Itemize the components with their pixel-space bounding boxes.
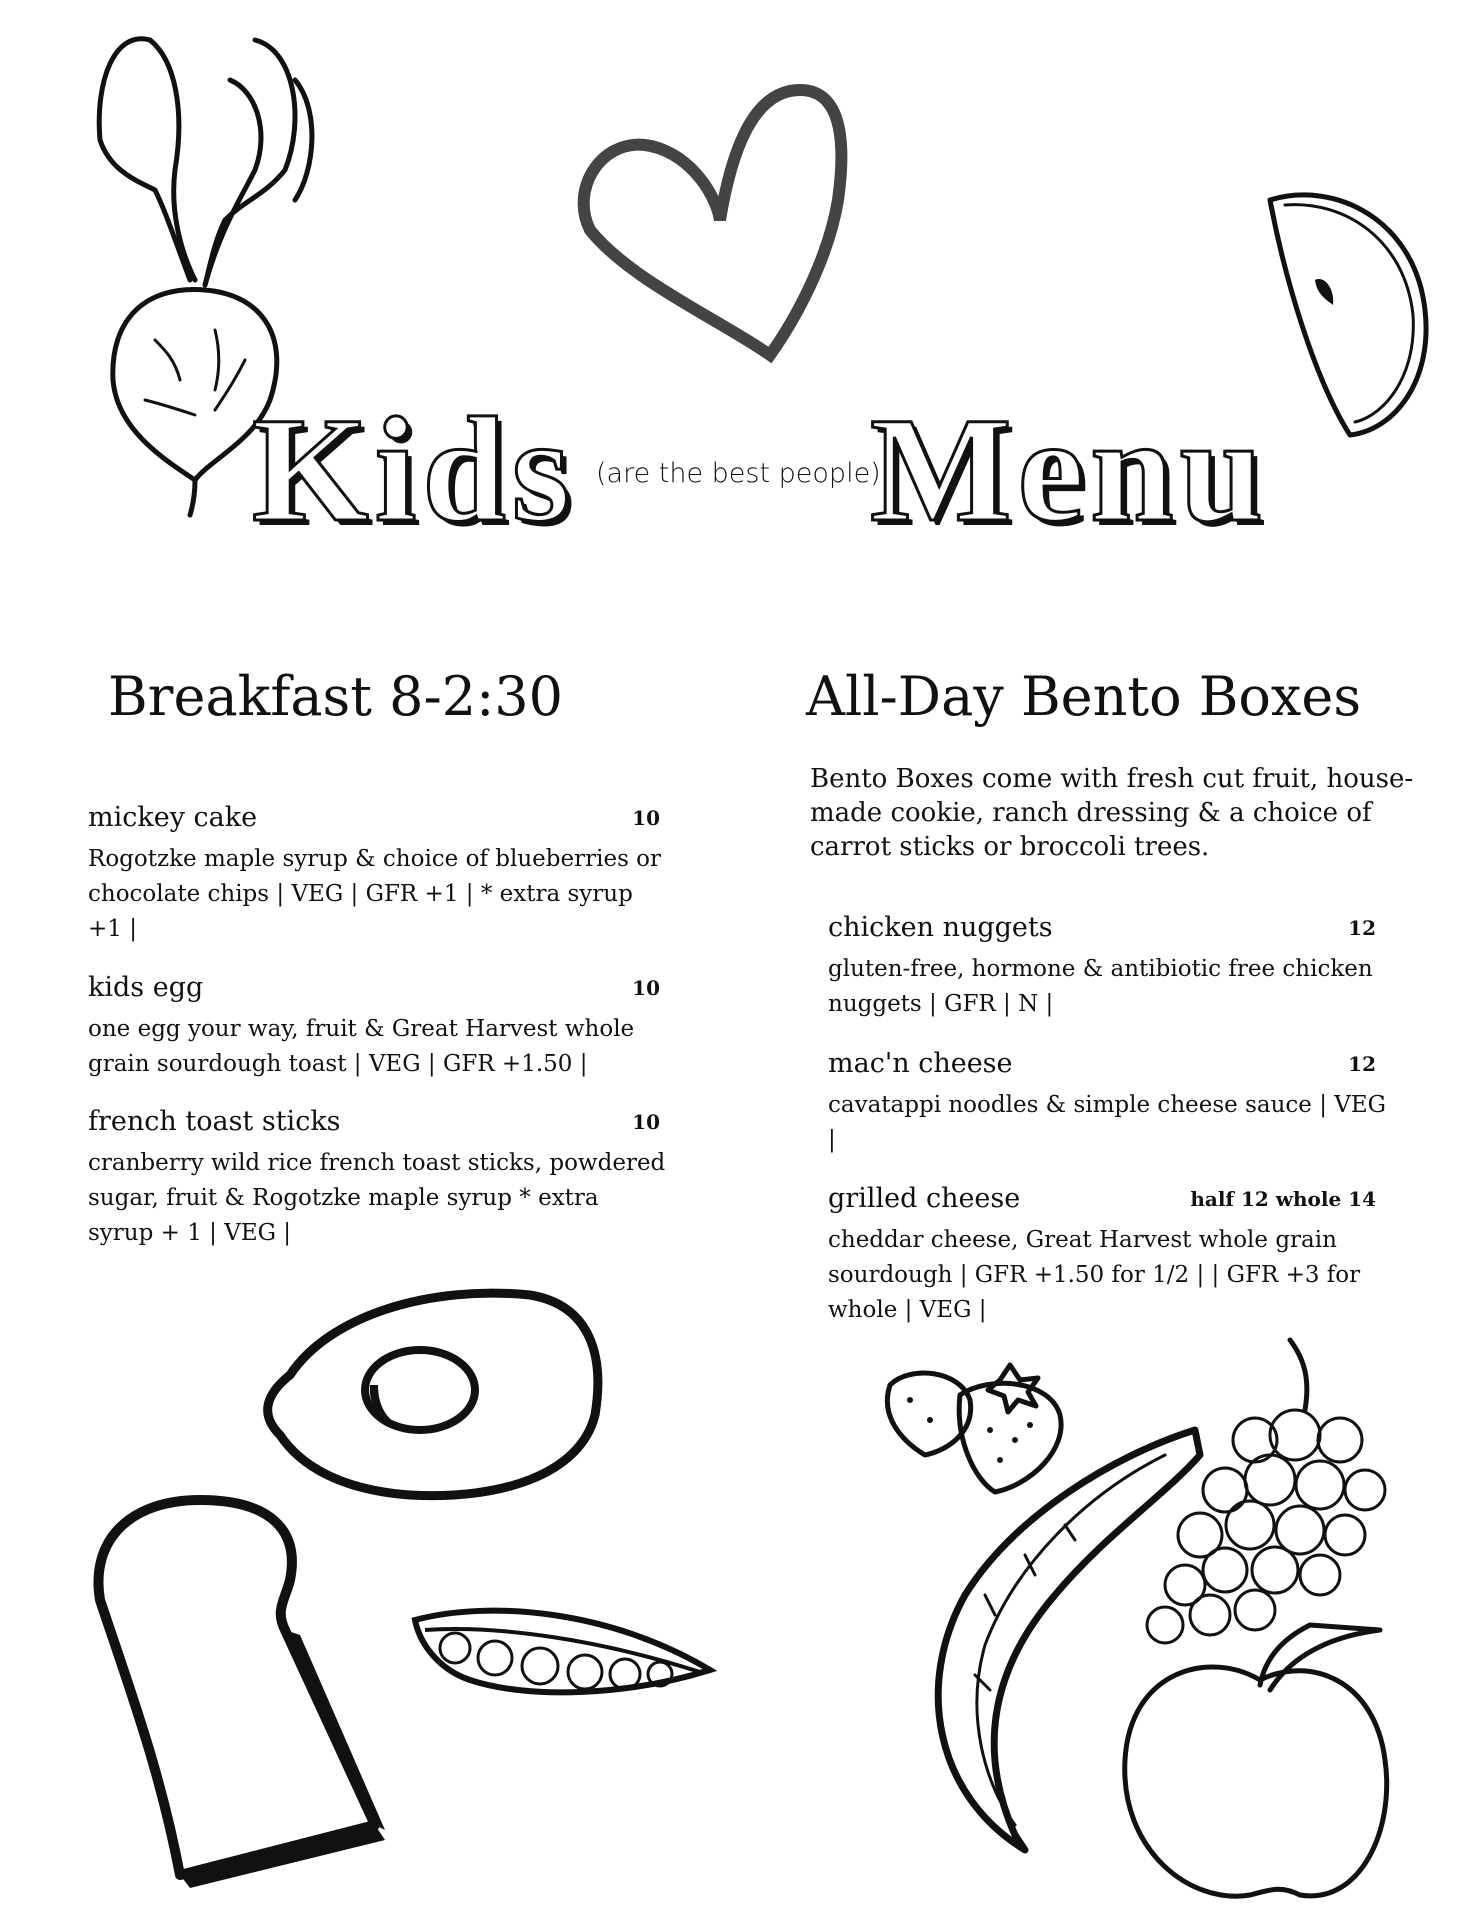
- apple-icon: [1110, 1620, 1400, 1910]
- item-name: french toast sticks: [88, 1106, 341, 1137]
- egg-icon: [250, 1285, 610, 1515]
- item-price: half 12 whole 14: [1190, 1187, 1376, 1211]
- item-description: Rogotzke maple syrup & choice of blueberries or chocolate chips | VEG | GFR +1 | * extra syrup +1 |: [88, 846, 662, 942]
- item-name: grilled cheese: [828, 1183, 1021, 1214]
- item-description: cavatappi noodles & simple cheese sauce | VEG |: [828, 1092, 1387, 1153]
- title-tagline: (are the best people): [596, 458, 881, 489]
- bento-heading: All-Day Bento Boxes: [806, 665, 1362, 728]
- grapes-icon: [1125, 1330, 1395, 1660]
- item-price: 12: [1348, 916, 1376, 940]
- item-description: gluten-free, hormone & antibiotic free chicken nuggets | GFR | N |: [828, 956, 1373, 1017]
- item-price: 12: [1348, 1052, 1376, 1076]
- heart-icon: [570, 80, 850, 360]
- item-price: 10: [632, 806, 660, 830]
- item-price: 10: [632, 976, 660, 1000]
- item-price: 10: [632, 1110, 660, 1134]
- toast-icon: [70, 1490, 390, 1890]
- item-description: one egg your way, fruit & Great Harvest whole grain sourdough toast | VEG | GFR +1.50 |: [88, 1016, 635, 1077]
- item-name: mac'n cheese: [828, 1048, 1013, 1079]
- item-name: mickey cake: [88, 802, 258, 833]
- item-description: cranberry wild rice french toast sticks, powdered sugar, fruit & Rogotzke maple syrup * extra syrup + 1 | VEG |: [88, 1150, 666, 1246]
- bento-intro: Bento Boxes come with fresh cut fruit, house-made cookie, ranch dressing & a choice of carrot sticks or broccoli trees.: [810, 764, 1414, 862]
- breakfast-heading: Breakfast 8-2:30: [108, 665, 563, 728]
- apple-slice-icon: [1255, 180, 1435, 450]
- title-kids: Kids: [252, 387, 577, 553]
- item-name: chicken nuggets: [828, 912, 1053, 943]
- title-menu: Menu: [870, 387, 1269, 553]
- item-description: cheddar cheese, Great Harvest whole grain sourdough | GFR +1.50 for 1/2 | | GFR +3 for whole | VEG |: [828, 1227, 1361, 1323]
- item-name: kids egg: [88, 972, 204, 1003]
- peapod-icon: [410, 1600, 720, 1710]
